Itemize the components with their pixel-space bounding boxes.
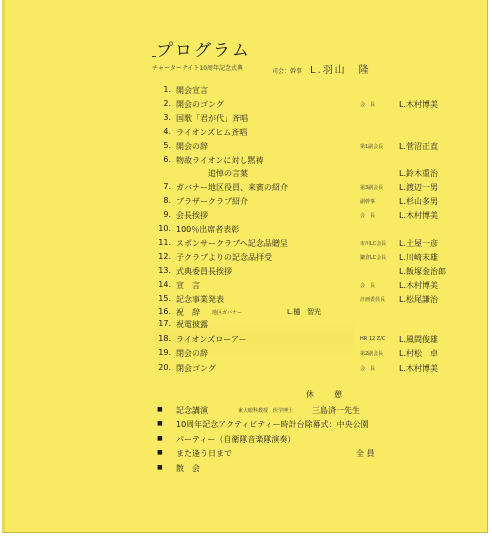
- program-item: [2, 363, 487, 376]
- item-person: L.鈴木重治: [399, 169, 438, 179]
- after-item-text: 10周年記念アクティビティー時計台除幕式：中央公園: [176, 420, 369, 430]
- item-role: 第1副会長: [360, 143, 384, 150]
- item-number: 13.: [158, 265, 171, 275]
- item-role: 会 長: [360, 365, 376, 372]
- item-person: L.飯塚金治郎: [399, 266, 446, 276]
- item-person: L.菅沼正直: [399, 141, 438, 151]
- item-person: L.風間俊雄: [399, 334, 438, 344]
- item-number: 1.: [163, 85, 171, 94]
- item-role: 計画委員長: [360, 296, 386, 303]
- bullet-square-icon: ■: [157, 449, 163, 457]
- item-text: ガバナー地区役員、来賓の紹介: [176, 183, 288, 193]
- item-text: 物故ライオンに対し黙祷: [176, 155, 264, 165]
- after-item: [2, 405, 487, 418]
- item-text: 閉会ゴング: [176, 363, 216, 373]
- item-person: L.村松 卓: [399, 349, 438, 359]
- item-number: 2.: [163, 98, 171, 108]
- item-number: 18.: [158, 333, 171, 343]
- item-number: 19.: [158, 348, 171, 358]
- item-number: 5.: [163, 140, 171, 150]
- after-item: [2, 419, 487, 432]
- item-text: 記念事業発表: [176, 294, 224, 304]
- item-role: 副幹事: [360, 199, 376, 206]
- item-text: ライオンズヒム斉唱: [176, 127, 248, 137]
- item-number: 15.: [158, 293, 171, 303]
- after-item-text: パーティー（自衛隊音楽隊演奏）: [176, 434, 296, 444]
- item-text: ブラザークラブ紹介: [176, 197, 248, 207]
- item-text: 祝 辞: [176, 308, 200, 318]
- item-text: 開会宣言: [176, 86, 208, 95]
- item-person: L.渡辺一男: [399, 183, 438, 193]
- all-members: 全 員: [356, 449, 375, 459]
- item-number: 3.: [163, 112, 171, 122]
- program-item: [2, 266, 487, 279]
- after-item-text: 散 会: [176, 463, 200, 473]
- item-extra-person: L.樋 智光: [287, 308, 322, 317]
- program-item: [2, 210, 487, 223]
- page-title: プログラム: [156, 41, 251, 61]
- program-item: [2, 334, 487, 347]
- program-page: [2, 0, 488, 533]
- item-person: L.木村博美: [399, 363, 438, 373]
- item-person: L.土屋一彦: [399, 238, 438, 248]
- item-number: 14.: [158, 279, 171, 289]
- program-item: [2, 99, 487, 112]
- item-person: L.木村博美: [399, 99, 438, 109]
- bullet-square-icon: ■: [157, 406, 163, 413]
- item-number: 10.: [158, 224, 171, 233]
- program-item: [2, 280, 487, 293]
- program-item: [2, 196, 487, 209]
- bullet-square-icon: ■: [157, 434, 163, 442]
- presenter-name: L.羽山 隆: [309, 65, 371, 76]
- program-item: [2, 155, 487, 168]
- program-item: [2, 252, 487, 265]
- item-text: ライオンズローアー: [176, 334, 247, 344]
- item-role: 鎌倉LC会長: [360, 254, 387, 261]
- program-item: [2, 238, 487, 251]
- program-item: [2, 141, 487, 154]
- program-item: [2, 319, 487, 332]
- program-item: [2, 224, 487, 237]
- item-person: L.木村博美: [399, 211, 438, 221]
- item-text: 追悼の言葉: [176, 169, 248, 179]
- item-text: 国歌「君が代」斉唱: [176, 113, 248, 123]
- program-item: [2, 294, 487, 307]
- program-item: [2, 113, 487, 126]
- after-item-text: 記念講演: [176, 406, 208, 415]
- speaker-role: 東大眼科教授 医学博士: [238, 408, 294, 414]
- item-text: 子クラブよりの記念品拝受: [176, 252, 272, 262]
- item-text: 開会の辞: [176, 141, 208, 151]
- item-text: スポンサークラブへ記念品贈呈: [176, 238, 288, 248]
- after-item: [2, 448, 487, 461]
- program-item: [2, 85, 487, 98]
- bullet-square-icon: ■: [157, 420, 163, 428]
- item-text: 式典委員長挨拶: [176, 266, 232, 276]
- item-number: 16.: [158, 307, 171, 317]
- item-text: 祝電披露: [176, 320, 208, 329]
- item-person: L.川崎末雄: [399, 252, 438, 262]
- item-text: 100％出席者表彰: [176, 225, 240, 234]
- presenter-role: 司会：幹事: [272, 68, 303, 75]
- item-role: 会 長: [360, 213, 376, 220]
- program-item: [2, 168, 487, 181]
- speaker-name: 三島済一先生: [312, 406, 360, 415]
- item-extra-role: 地区ガバナー: [212, 310, 243, 317]
- page-subtitle: チャーターナイト10周年記念式典: [152, 65, 244, 72]
- item-number: 17.: [158, 319, 171, 328]
- item-text: 宣 言: [176, 280, 200, 290]
- item-number: 4.: [163, 126, 171, 136]
- item-number: 7.: [163, 182, 171, 192]
- program-item: [2, 348, 487, 361]
- item-number: 12.: [158, 251, 171, 261]
- item-role: 会 長: [360, 282, 376, 289]
- item-text: 閉会の辞: [176, 349, 208, 359]
- item-number: 8.: [163, 196, 171, 206]
- after-item: [2, 463, 487, 476]
- item-role: 第2副会長: [360, 351, 384, 358]
- item-role: 市川LC会長: [360, 240, 387, 247]
- program-item: [2, 127, 487, 140]
- item-number: 6.: [163, 154, 171, 164]
- item-text: 開会のゴング: [176, 99, 224, 109]
- item-person: L.杉山多男: [399, 197, 438, 207]
- item-text: 会長挨拶: [176, 211, 208, 221]
- program-item: [2, 182, 487, 195]
- item-role: 第3副会長: [360, 185, 384, 192]
- item-number: 11.: [158, 237, 171, 247]
- presenter: [272, 61, 371, 76]
- item-role: 会 長: [360, 101, 376, 108]
- after-item-text: また逢う日まで: [176, 449, 232, 459]
- item-person: L.木村博美: [399, 280, 438, 290]
- item-number: 9.: [163, 210, 171, 220]
- title-rule: [152, 56, 156, 57]
- break-label: 休 憩: [306, 390, 348, 399]
- item-number: 20.: [158, 362, 171, 372]
- item-person: L.松尾謙治: [399, 294, 438, 304]
- bullet-square-icon: ■: [157, 463, 163, 471]
- after-item: [2, 434, 487, 447]
- item-role: HR 12 Z/C: [360, 335, 386, 342]
